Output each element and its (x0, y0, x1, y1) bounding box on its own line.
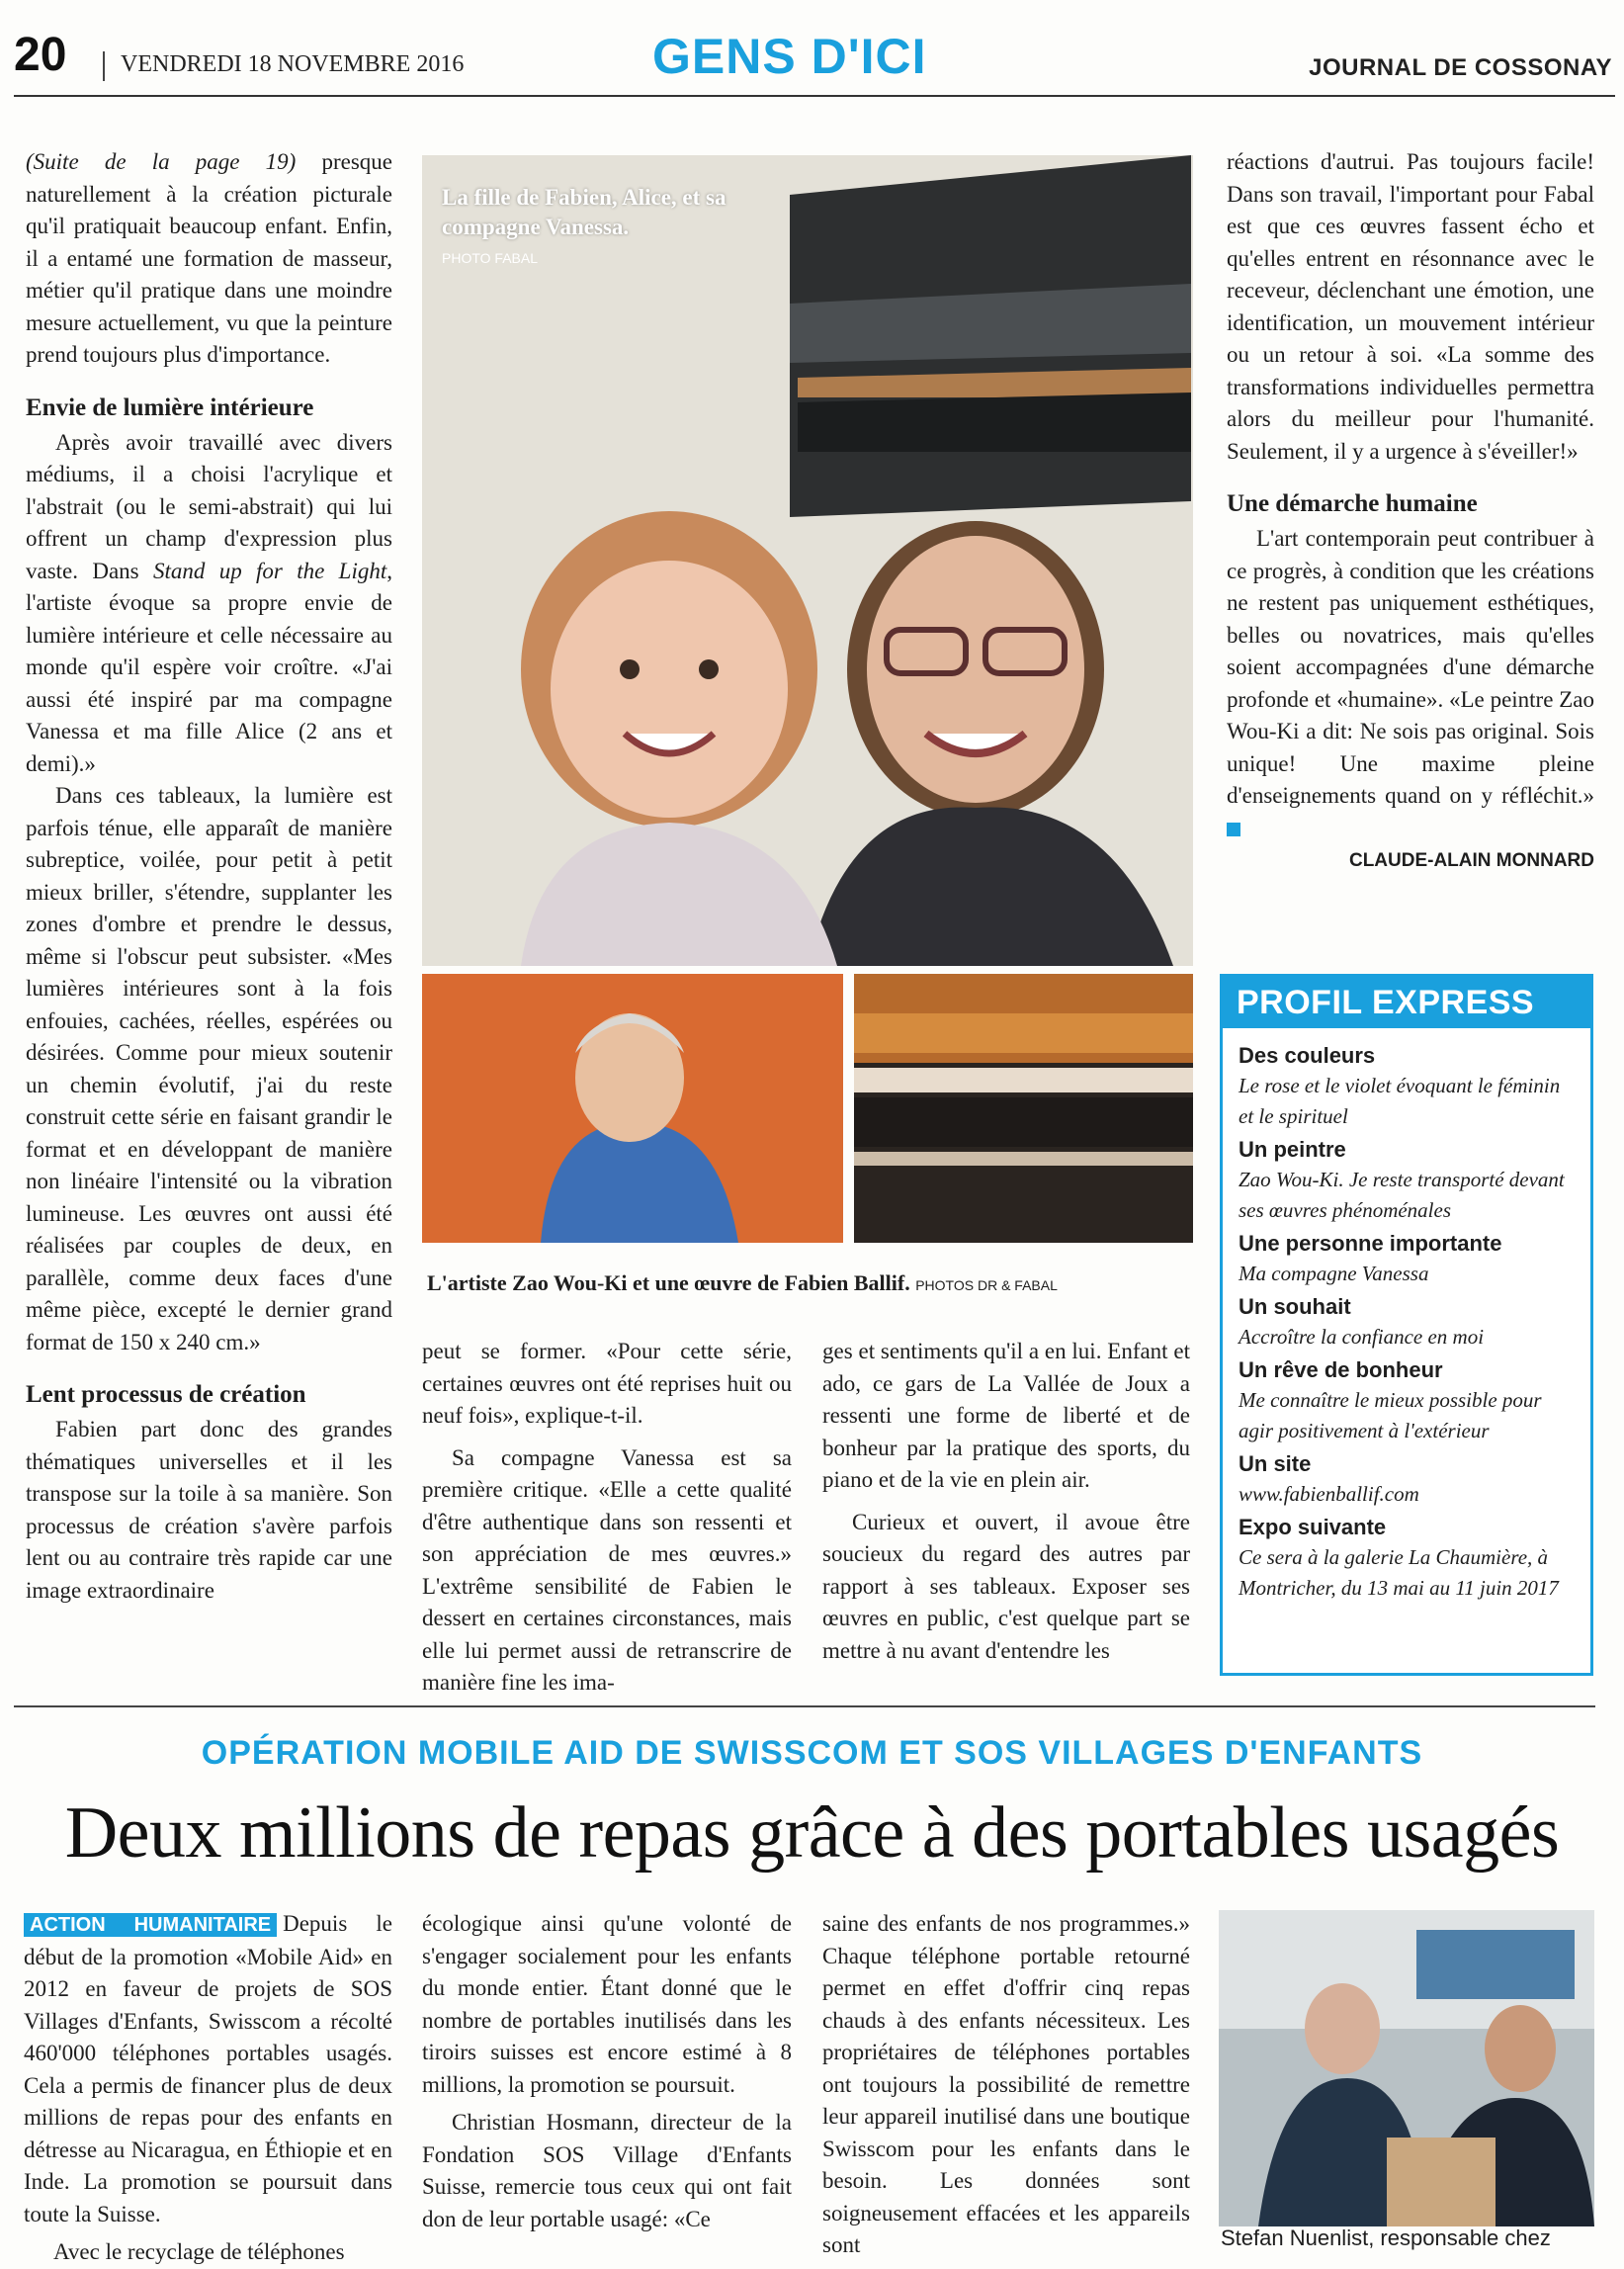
category-tag: ACTION HUMANITAIRE (24, 1913, 277, 1937)
article-column-3 (822, 1336, 1190, 1667)
photo-credit-main: PHOTO FABAL (442, 250, 538, 266)
painting-illustration (854, 974, 1193, 1243)
subheading-processus: Lent processus de création (26, 1381, 306, 1408)
swisscom-photo-illustration (1219, 1910, 1594, 2226)
vanessa-face (867, 536, 1084, 803)
profile-label: Un site (1239, 1451, 1312, 1476)
profile-value: Le rose et le violet évoquant le féminin et le spirituel (1239, 1074, 1561, 1128)
article2-column-3 (822, 1908, 1190, 2262)
article2-column-1 (24, 1908, 392, 2269)
article-paragraph: saine des enfants de nos programmes.» Chaque téléphone portable retourné permet en effet d'offrir cinq repas chauds à des enfants nécessiteux. Les propriétaires de téléphones portables ont toujours la possibilité de remettre leur appareil inutilisé dans une boutique Swisscom pour les enfants dans le besoin. Les données sont soigneusement effacées et les appareils sont (822, 1911, 1190, 2257)
article-paragraph: ges et sentiments qu'il a en lui. Enfant et ado, ce gars de La Vallée de Joux a ressenti une forme de liberté et de bonheur par la pratique des sports, du piano et de la vie en plein air. (822, 1339, 1190, 1492)
article-paragraph: écologique ainsi qu'une volonté de s'engager socialement pour les enfants du monde entier. Étant donné que le nombre de portables inutilisés dans les tiroirs suisses est encore estimé à 8 millions, la promotion se poursuit. (422, 1911, 792, 2097)
subheading-demarche: Une démarche humaine (1227, 490, 1478, 517)
article-paragraph: Sa compagne Vanessa est sa première critique. «Elle a cette qualité d'être authentique dans son ressenti et son appréciation de mes œuvres.» L'extrême sensibilité de Fabien le dessert en certaines circonstances, mais elle lui permet aussi de retranscrire de manière fine les ima- (422, 1444, 792, 1695)
article-paragraph: peut se former. «Pour cette série, certaines œuvres ont été reprises huit ou neuf fois», explique-t-il. (422, 1339, 792, 1428)
article-paragraph: L'art contemporain peut contribuer à ce progrès, à condition que les créations ne restent pas uniquement esthétiques, belles ou novatrices, mais qu'elles soient accompagnées d'une démarche profonde et «humaine». «Le peintre Zao Wou-Ki a dit: Ne sois pas original. Sois unique! Une maxime pleine d'enseignements quand on y réfléchit.» (1227, 523, 1594, 844)
profile-label: Un rêve de bonheur (1239, 1357, 1443, 1382)
article-column-4 (1227, 146, 1594, 876)
page-number: 20 (14, 29, 67, 81)
profile-value: Zao Wou-Ki. Je reste transporté devant ses œuvres phénoménales (1239, 1168, 1565, 1222)
article-paragraph: Curieux et ouvert, il avoue être soucieux du regard des autres par rapport à ses tableaux. Exposer ses œuvres en public, c'est quelque part se mettre à nu avant d'entendre les (822, 1509, 1190, 1663)
article-paragraph: Avec le recyclage de téléphones (53, 2239, 345, 2264)
header-rule (14, 95, 1615, 97)
article-paragraph: Après avoir travaillé avec divers médiums, il a choisi l'acrylique et l'abstrait (ou le semi-abstrait) qui lui offrent un champ d'expression plus vaste. Dans Stand up for the Light, l'artiste évoque sa propre envie de lumière intérieure et celle nécessaire au monde qu'il espère voir croître. «J'ai aussi été inspiré par ma compagne Vanessa et ma fille Alice (2 ans et demi).» (26, 429, 392, 776)
profile-label: Un peintre (1239, 1137, 1346, 1162)
profile-link[interactable]: www.fabienballif.com (1239, 1482, 1419, 1506)
profile-title: PROFIL EXPRESS (1223, 977, 1590, 1028)
profile-label: Expo suivante (1239, 1515, 1387, 1539)
photo-caption-small: L'artiste Zao Wou-Ki et une œuvre de Fabien Ballif. PHOTOS DR & FABAL (427, 1270, 1058, 1295)
article-paragraph: Fabien part donc des grandes thématiques universelles et il les transpose sur la toile à sa manière. Son processus de création s'avère parfois lent ou au contraire très rapide car une image extraordinaire (26, 1417, 392, 1603)
article2-kicker: OPÉRATION MOBILE AID DE SWISSCOM ET SOS VILLAGES D'ENFANTS (201, 1734, 1423, 1772)
subheading-envie: Envie de lumière intérieure (26, 393, 314, 421)
profile-value: Ce sera à la galerie La Chaumière, à Montricher, du 13 mai au 11 juin 2017 (1239, 1545, 1559, 1600)
profile-express-box (1220, 974, 1593, 1676)
end-mark-icon (1227, 823, 1240, 836)
profile-label: Une personne importante (1239, 1231, 1502, 1256)
article-paragraph: (Suite de la page 19) presque naturellement à la création picturale qu'il pratiquait beaucoup enfant. Enfin, il a entamé une formation de masseur, métier qu'il pratique dans une moindre mesure actuellement, vu que la peinture prend toujours plus d'importance. (26, 149, 392, 367)
family-photo-illustration (422, 155, 1193, 966)
photo-swisscom (1219, 1910, 1594, 2226)
photo-alice-vanessa (422, 155, 1193, 966)
issue-date: VENDREDI 18 NOVEMBRE 2016 (121, 51, 465, 77)
header-divider (103, 51, 105, 81)
photo-painting (854, 974, 1193, 1243)
profile-value: Ma compagne Vanessa (1239, 1262, 1429, 1285)
photo-zao-wou-ki (422, 974, 843, 1243)
article-column-1 (26, 146, 392, 1607)
alice-face (551, 561, 788, 818)
article-paragraph: réactions d'autrui. Pas toujours facile! Dans son travail, l'important pour Fabal est que ces œuvres fassent écho et qu'elles entrent en résonnance avec le receveur, déclenchant une émotion, une identification, un mouvement intérieur ou un retour à soi. «La somme des transformations individuelles permettra alors du meilleur pour l'humanité. Seulement, il y a urgence à s'éveiller!» (1227, 149, 1594, 464)
byline: CLAUDE-ALAIN MONNARD (1348, 850, 1594, 871)
profile-value: Me connaître le mieux possible pour agir positivement à l'extérieur (1239, 1388, 1542, 1442)
painting-on-wall (790, 155, 1191, 517)
article-separator (14, 1705, 1595, 1707)
photo-caption-main: La fille de Fabien, Alice, et sa compagne Vanessa. (442, 185, 727, 239)
photo-caption-swisscom: Stefan Nuenlist, responsable chez (1221, 2225, 1551, 2250)
profile-label: Des couleurs (1239, 1043, 1376, 1068)
article-column-2 (422, 1336, 792, 1700)
section-title: GENS D'ICI (652, 29, 927, 84)
article2-headline: Deux millions de repas grâce à des portables usagés (64, 1792, 1560, 1874)
publication-name: JOURNAL DE COSSONAY (1309, 54, 1612, 81)
article-paragraph: Christian Hosmann, directeur de la Fondation SOS Village d'Enfants Suisse, remercie tous ceux qui ont fait don de leur portable usagé: «Ce (422, 2110, 792, 2231)
article2-column-2 (422, 1908, 792, 2235)
profile-value: Accroître la confiance en moi (1239, 1325, 1485, 1349)
article-paragraph: Dans ces tableaux, la lumière est parfois ténue, elle apparaît de manière subreptice, voilée, pour petit à petit mieux briller, s'étendre, supplanter les zones d'ombre et prendre le dessus, même si l'obscur peut subsister. «Mes lumières intérieures sont à la fois enfouies, cachées, réelles, espérées ou désirées. Comme pour mieux soutenir un chemin évolutif, j'ai du reste construit cette série en faisant grandir le format et en développant de manière non linéaire l'intensité ou la vibration lumineuse. Les œuvres ont aussi été réalisées par couples de deux, en parallèle, comme deux faces d'une même pièce, excepté le dernier grand format de 150 x 240 cm.» (26, 783, 392, 1354)
portrait-illustration (422, 974, 843, 1243)
article-paragraph: ACTION HUMANITAIRE Depuis le début de la promotion «Mobile Aid» en 2012 en faveur de projets de SOS Villages d'Enfants, Swisscom a récolté 460'000 téléphones portables usagés. Cela a permis de financer plus de deux millions de repas pour des enfants en détresse au Nicaragua, en Éthiopie et en Inde. La promotion se poursuit dans toute la Suisse. (24, 1911, 392, 2226)
profile-label: Un souhait (1239, 1294, 1351, 1319)
